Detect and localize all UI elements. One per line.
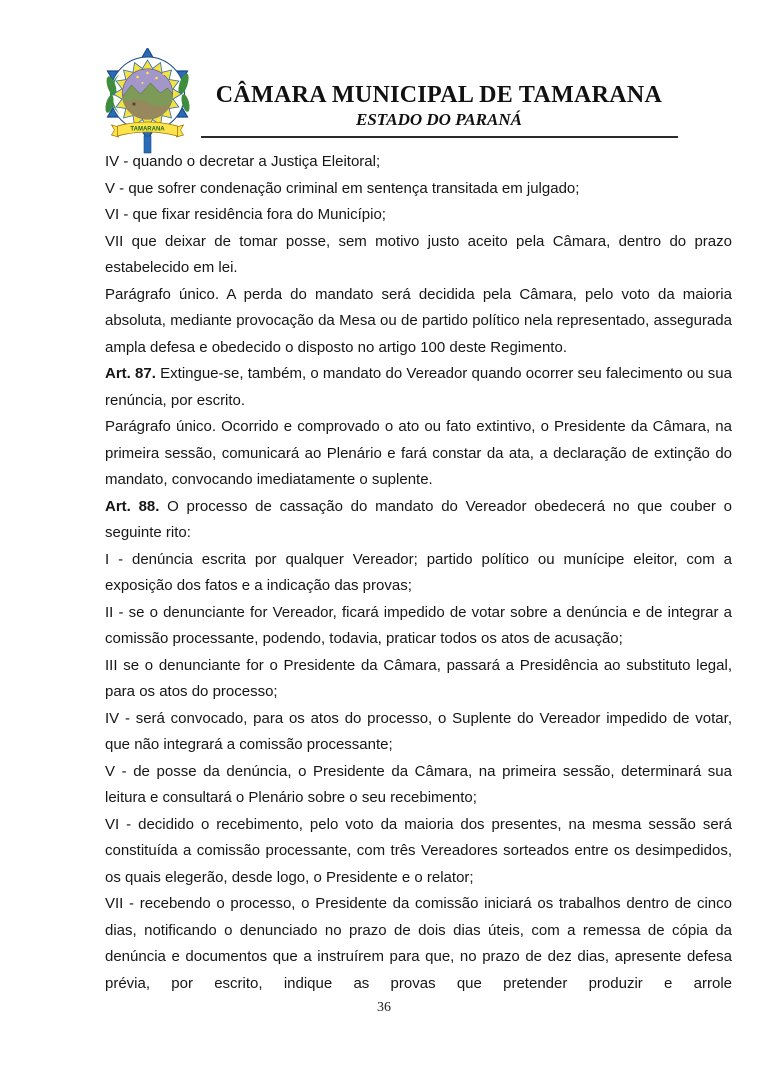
paragraph: VI - que fixar residência fora do Município; [105, 206, 386, 223]
paragraph: IV - quando o decretar a Justiça Eleitoral; [105, 153, 381, 170]
header-divider [201, 136, 678, 138]
paragraph: VII - recebendo o processo, o Presidente da comissão iniciará os trabalhos dentro de cinco dias, notificando o denunciado no prazo de dois dias úteis, com a remessa de cópia da denúncia e documentos que a instruírem para que, no prazo de dez dias, apresente defesa prévia, por escrito, indique as provas que pretender produzir e arrole [105, 895, 732, 992]
letterhead [200, 82, 678, 130]
banner-text: TAMARANA [130, 126, 165, 133]
paragraph: Art. 88. O processo de cassação do mandato do Vereador obedecerá no que couber o seguinte rito: [105, 497, 732, 541]
paragraph: III se o denunciante for o Presidente da Câmara, passará a Presidência ao substituto legal, para os atos do processo; [105, 656, 732, 700]
paragraph: I - denúncia escrita por qualquer Vereador; partido político ou munícipe eleitor, com a exposição dos fatos e a indicação das provas; [105, 550, 732, 594]
paragraph: Parágrafo único. A perda do mandato será decidida pela Câmara, pelo voto da maioria absoluta, mediante provocação da Mesa ou de partido político nela representado, assegurada ampla defesa e obedecido o disposto no artigo 100 deste Regimento. [105, 285, 732, 356]
paragraph: V - que sofrer condenação criminal em sentença transitada em julgado; [105, 179, 580, 197]
page-title: CÂMARA MUNICIPAL DE TAMARANA [215, 82, 663, 108]
paragraph: II - se o denunciante for Vereador, ficará impedido de votar sobre a denúncia e de integrar a comissão processante, podendo, todavia, praticar todos os atos de acusação; [105, 603, 732, 647]
paragraph: Parágrafo único. Ocorrido e comprovado o ato ou fato extintivo, o Presidente da Câmara, na primeira sessão, comunicará ao Plenário e fará constar da ata, a declaração de extinção do mandato, convocando imediatamente o suplente. [105, 418, 732, 488]
paragraph: VII que deixar de tomar posse, sem motivo justo aceito pela Câmara, dentro do prazo estabelecido em lei. [105, 232, 732, 276]
paragraph: Art. 87. Extingue-se, também, o mandato do Vereador quando ocorrer seu falecimento ou sua renúncia, por escrito. [105, 365, 732, 409]
page-number: 36 [377, 1000, 391, 1015]
paragraph: V - de posse da denúncia, o Presidente da Câmara, na primeira sessão, determinará sua leitura e consultará o Plenário sobre o seu recebimento; [105, 762, 732, 806]
page-subtitle: ESTADO DO PARANÁ [356, 110, 522, 129]
paragraph: IV - será convocado, para os atos do processo, o Suplente do Vereador impedido de votar, que não integrará a comissão processante; [105, 709, 732, 753]
municipal-coat-of-arms-icon [97, 48, 198, 158]
paragraph: VI - decidido o recebimento, pelo voto da maioria dos presentes, na mesma sessão será constituída a comissão processante, com três Vereadores sorteados entre os desimpedidos, os quais elegerão, desde logo, o Presidente e o relator; [105, 815, 732, 886]
document-body [105, 149, 732, 997]
